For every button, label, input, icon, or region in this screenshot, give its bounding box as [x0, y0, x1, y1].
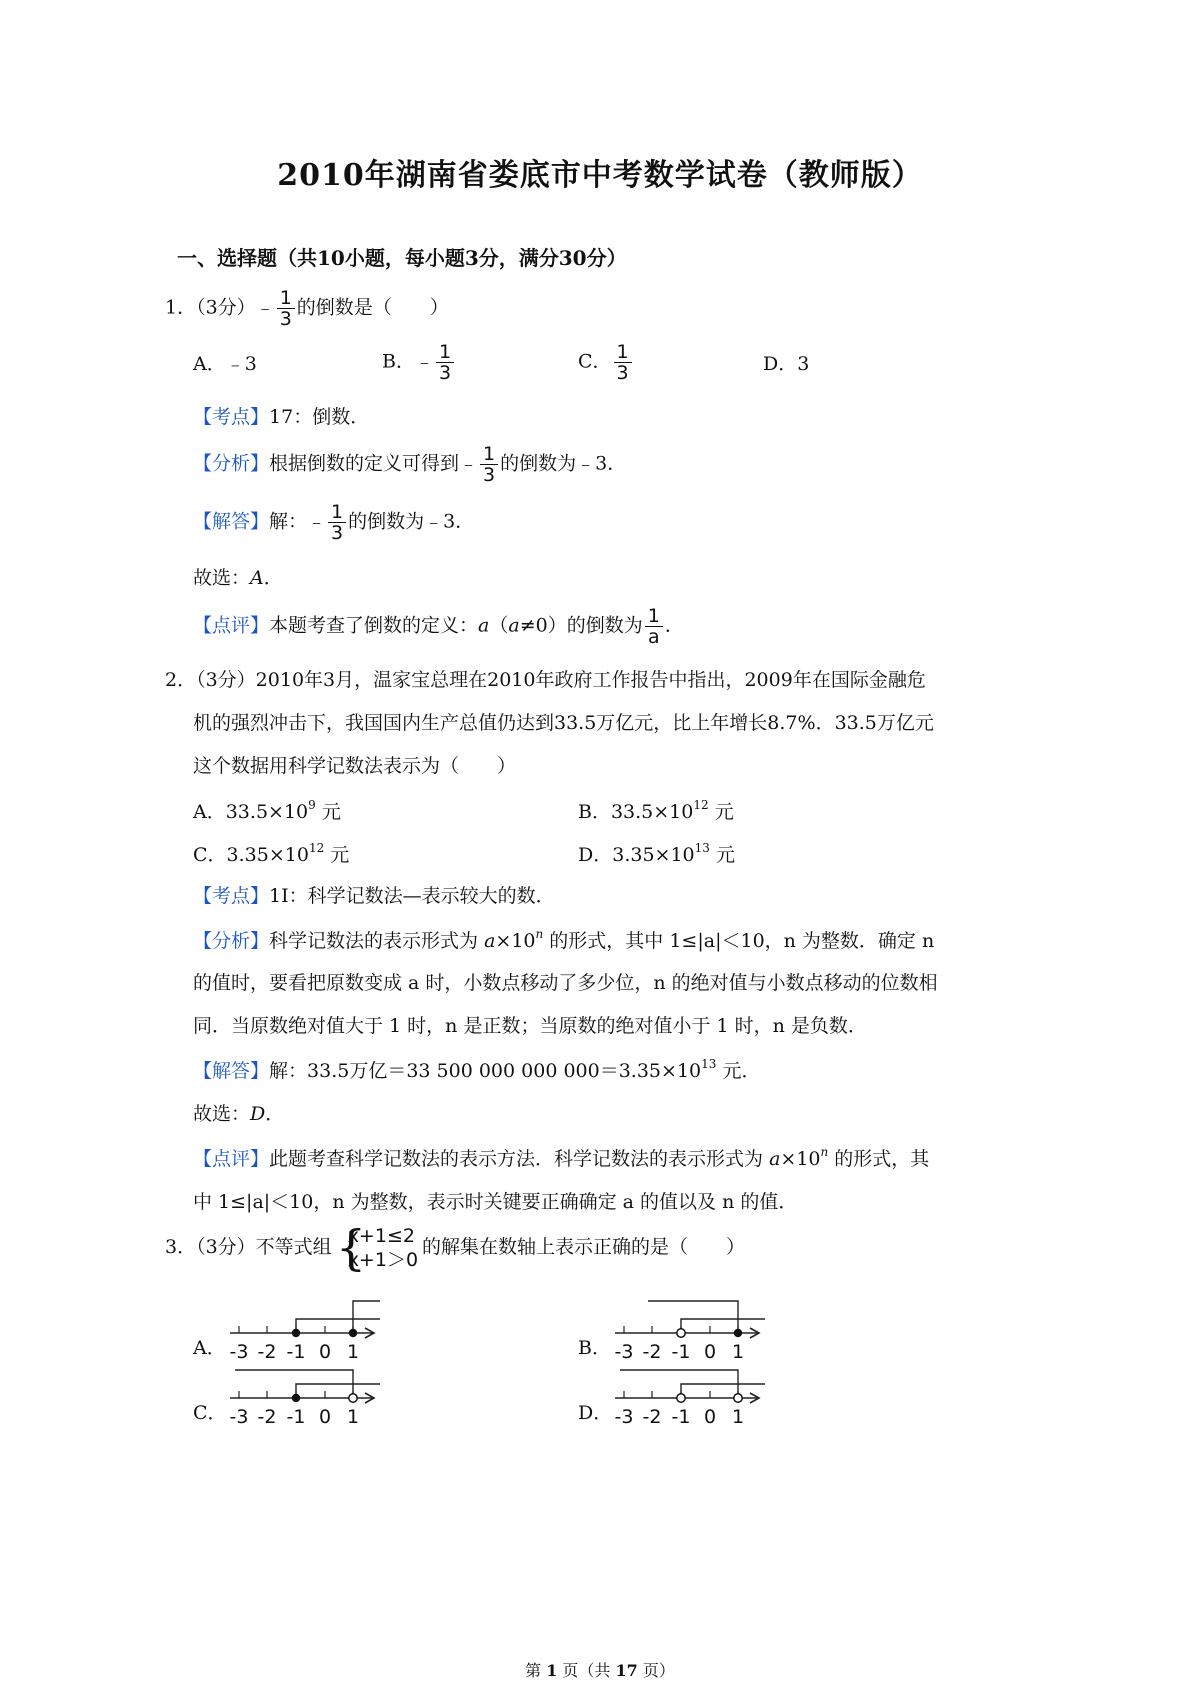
q1-stem: 1．（3分）﹣ $\frac{1}{3}$ 的倒数是（ ）	[165, 287, 449, 330]
q1-guxuan: 故选：A．	[193, 567, 283, 589]
q3-option-b-label: B．	[578, 1337, 611, 1359]
q1-fenxi: 【分析】根据倒数的定义可得到﹣ $\frac{1}{3}$ 的倒数为﹣3．	[193, 443, 627, 486]
inequality-system: { x+1≤2 x+1＞0	[335, 1220, 419, 1276]
q2-fenxi-line2: 的值时，要看把原数变成 a 时，小数点移动了多少位，n 的绝对值与小数点移动的位数相	[193, 972, 938, 994]
q1-option-b: B．﹣ $\frac{1}{3}$	[382, 342, 456, 383]
tick-label: 1	[346, 1341, 360, 1363]
number-line-a	[225, 1292, 390, 1368]
q2-kaodian: 【考点】1I：科学记数法—表示较大的数．	[193, 885, 555, 907]
tick-label: -2	[642, 1341, 662, 1363]
fraction: $\frac{1}{3}$	[480, 444, 498, 485]
q2-option-d: D．$3.35\times 10^{13}$ 元	[578, 841, 735, 866]
q1-option-a: A．﹣3	[193, 353, 257, 375]
tick-label: -1	[286, 1406, 306, 1428]
tick-label: 0	[318, 1406, 332, 1428]
number-line-d	[610, 1362, 775, 1432]
tick-label: -2	[257, 1406, 277, 1428]
page-total: 17	[615, 1661, 638, 1680]
jieda-tag: 【解答】	[193, 1060, 270, 1082]
kaodian-tag: 【考点】	[193, 406, 270, 428]
tick-label: -3	[229, 1341, 249, 1363]
q1-option-d: D．3	[763, 353, 810, 375]
q2-stem-line2: 机的强烈冲击下，我国国内生产总值仍达到33.5万亿元，比上年增长8.7%．33.5万亿元	[193, 712, 934, 734]
section-heading: 一、选择题（共10小题，每小题3分，满分30分）	[177, 246, 627, 270]
page-number: 1	[546, 1661, 558, 1680]
tick-label: -3	[229, 1406, 249, 1428]
q1-jieda: 【解答】解：﹣ $\frac{1}{3}$ 的倒数为﹣3．	[193, 501, 475, 544]
q2-option-b: B．$33.5\times 10^{12}$ 元	[578, 798, 734, 823]
tick-label: 1	[346, 1406, 360, 1428]
q2-option-c: C．$3.35\times 10^{12}$ 元	[193, 841, 350, 866]
q3-option-c-label: C．	[193, 1402, 227, 1424]
tick-label: 0	[318, 1341, 332, 1363]
tick-label: -2	[257, 1341, 277, 1363]
q2-dianping-line1: 【点评】此题考查科学记数法的表示方法．科学记数法的表示形式为 $a\times 10^n$ 的形式，其	[193, 1145, 930, 1170]
q1-dianping: 【点评】本题考查了倒数的定义：a（a≠0）的倒数为 $\frac{1}{a}$ ．	[193, 605, 684, 648]
tick-label: 0	[703, 1406, 717, 1428]
q1-kaodian: 【考点】17：倒数．	[193, 406, 370, 428]
q2-stem-line1: 2．（3分）2010年3月，温家宝总理在2010年政府工作报告中指出，2009年在国际金融危	[165, 669, 926, 691]
page-title: 2010年湖南省娄底市中考数学试卷（教师版）	[277, 158, 923, 193]
tick-label: -1	[671, 1406, 691, 1428]
fraction: $\frac{1}{3}$	[277, 288, 295, 329]
q3-option-a-label: A．	[193, 1337, 226, 1359]
number-line-c	[225, 1362, 390, 1432]
fenxi-tag: 【分析】	[193, 452, 270, 475]
tick-label: -3	[614, 1341, 634, 1363]
page-footer: 第 1 页（共 17 页）	[525, 1661, 675, 1680]
dianping-tag: 【点评】	[193, 1148, 270, 1170]
q2-option-a: A．$33.5\times 10^9$ 元	[193, 798, 341, 823]
tick-label: 1	[731, 1406, 745, 1428]
fraction: $\frac{1}{3}$	[328, 502, 346, 543]
tick-label: -3	[614, 1406, 634, 1428]
dianping-tag: 【点评】	[193, 614, 270, 637]
q1-option-c: C． $\frac{1}{3}$	[578, 342, 634, 383]
q2-dianping-line2: 中 1≤|a|＜10，n 为整数，表示时关键要正确确定 a 的值以及 n 的值．	[193, 1191, 798, 1213]
tick-label: -2	[642, 1406, 662, 1428]
fraction: $\frac{1}{3}$	[436, 342, 454, 383]
tick-label: 1	[731, 1341, 745, 1363]
q2-stem-line3: 这个数据用科学记数法表示为（ ）	[193, 755, 517, 777]
kaodian-tag: 【考点】	[193, 885, 270, 907]
fenxi-tag: 【分析】	[193, 930, 270, 952]
q2-guxuan: 故选：D．	[193, 1103, 285, 1125]
q2-jieda: 【解答】解：33.5万亿＝33 500 000 000 $000=3.35\times 10^{13}$ 元．	[193, 1057, 761, 1082]
tick-label: -1	[671, 1341, 691, 1363]
tick-label: 0	[703, 1341, 717, 1363]
fraction: $\frac{1}{3}$	[614, 342, 632, 383]
tick-label: -1	[286, 1341, 306, 1363]
jieda-tag: 【解答】	[193, 510, 270, 533]
number-line-b	[610, 1292, 775, 1368]
q2-fenxi-line1: 【分析】科学记数法的表示形式为 $a\times 10^n$ 的形式，其中 1≤|a|＜10，n 为整数．确定 n	[193, 927, 935, 952]
q2-fenxi-line3: 同．当原数绝对值大于 1 时，n 是正数；当原数的绝对值小于 1 时，n 是负数．	[193, 1015, 867, 1037]
q3-option-d-label: D．	[578, 1402, 613, 1424]
q3-stem: 3．（3分）不等式组 { x+1≤2 x+1＞0 的解集在数轴上表示正确的是（ ）	[165, 1220, 746, 1276]
fraction: $\frac{1}{a}$	[645, 606, 663, 647]
